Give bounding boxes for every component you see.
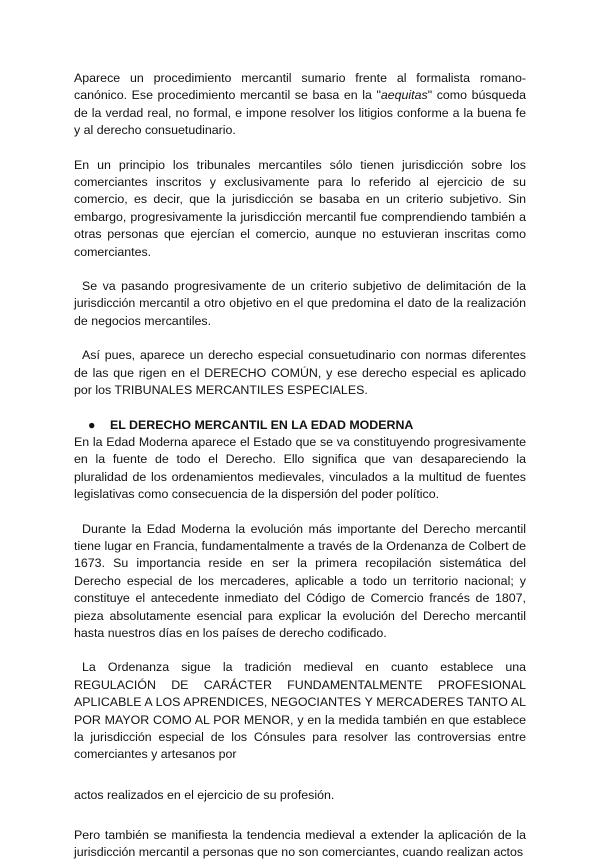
paragraph-text: " como búsqueda de la verdad real, no formal, e impone resolver los litigios conforme a la buena fe y al derecho consuetudinario. — [74, 88, 526, 138]
bullet-icon: ● — [88, 417, 96, 432]
paragraph-ordenanza-tradicion-end: actos realizados en el ejercicio de su profesión. — [74, 787, 335, 802]
paragraph-procedimiento-sumario — [74, 70, 526, 140]
paragraph-ordenanza-tradicion: La Ordenanza sigue la tradición medieval en cuanto establece una REGULACIÓN DE CARÁCTER FUNDAMENTALMENTE PROFESIONAL APLICABLE A LOS APRENDICES, NEGOCIANTES Y MERCADERES TANTO AL POR MAYOR COMO AL POR MENOR, y en la medida también en que establece la jurisdicción especial de los Cónsules para resolver las controversias entre comerciantes y artesanos por — [74, 660, 526, 762]
aequitas-term: aequitas — [380, 88, 428, 103]
paragraph-tribunales-mercantiles: En un principio los tribunales mercantiles sólo tienen jurisdicción sobre los comerciantes inscritos y exclusivamente para lo referido al ejercicio de su comercio, es decir, que la jurisdicción se basaba en un criterio subjetivo. Sin embargo, progresivamente la jurisdicción mercantil fue comprendiendo también a otras personas que ejercían el comercio, aunque no estuvieran inscritas como comerciantes. — [74, 157, 526, 259]
paragraph-text: Aparece un procedimiento mercantil sumario frente al formalista romano-canónico. Ese procedimiento mercantil se basa en la " — [74, 71, 526, 103]
section-heading — [74, 417, 526, 434]
paragraph-edad-moderna: En la Edad Moderna aparece el Estado que se va constituyendo progresivamente en la fuente de todo el Derecho. Ello significa que van desapareciendo la pluralidad de los ordenamientos medievales, vinculados a la multitud de fuentes legislativas como consecuencia de la dispersión del poder político. — [74, 434, 526, 502]
paragraph-tendencia-medieval: Pero también se manifiesta la tendencia medieval a extender la aplicación de la jurisdicción mercantil a personas que no son comerciantes, cuando realizan actos — [74, 827, 526, 860]
paragraph-ordenanza-colbert: Durante la Edad Moderna la evolución más importante del Derecho mercantil tiene lugar en Francia, fundamentalmente a través de la Ordenanza de Colbert de 1673. Su importancia reside en ser la primera recopilación sistemática del Derecho especial de los mercaderes, aplicable a todo un territorio nacional; y constituye el antecedente inmediato del Código de Comercio francés de 1807, pieza absolutamente esencial para explicar la evolución del Derecho mercantil hasta nuestros días en los países de derecho codificado. — [74, 521, 526, 640]
paragraph-criterio-objetivo: Se va pasando progresivamente de un criterio subjetivo de delimitación de la jurisdicción mercantil a otro objetivo en el que predomina el dato de la realización de negocios mercantiles. — [74, 279, 526, 328]
paragraph-derecho-especial: Así pues, aparece un derecho especial consuetudinario con normas diferentes de las que rigen en el DERECHO COMÚN, y ese derecho especial es aplicado por los TRIBUNALES MERCANTILES ESPECIALES. — [74, 348, 526, 398]
section-heading-text: EL DERECHO MERCANTIL EN LA EDAD MODERNA — [110, 417, 414, 432]
